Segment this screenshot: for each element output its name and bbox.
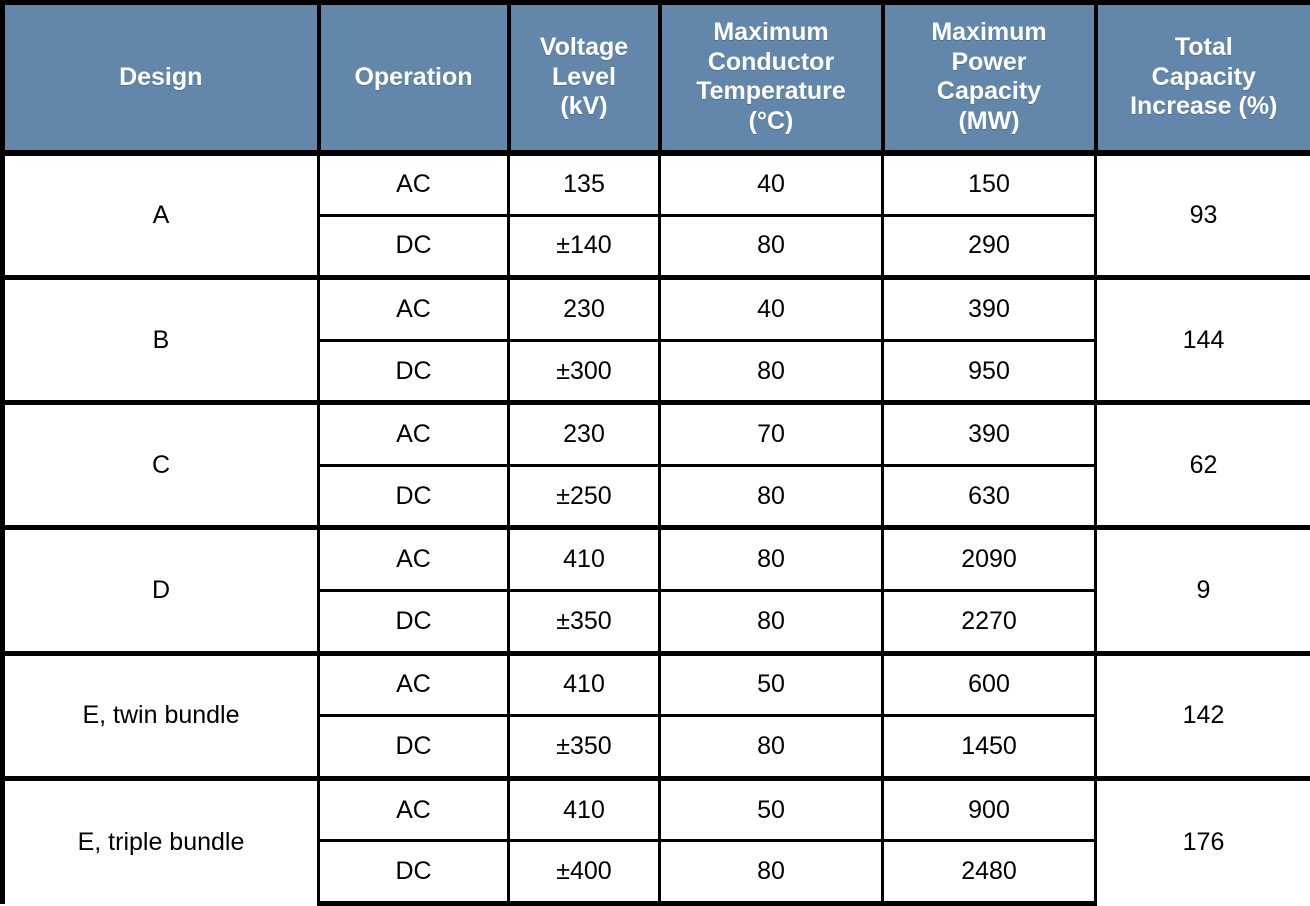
column-header-voltage-line-3: (kV) xyxy=(560,92,608,120)
max-conductor-temperature-cell: 80 xyxy=(660,465,883,528)
max-conductor-temperature-cell: 80 xyxy=(660,528,883,591)
table-row xyxy=(3,778,1310,841)
operation-cell: DC xyxy=(319,215,509,278)
operation-cell: DC xyxy=(319,716,509,779)
column-header-total-line-2: Capacity xyxy=(1151,62,1256,91)
design-cell: A xyxy=(3,153,319,278)
max-power-capacity-cell: 2090 xyxy=(883,528,1096,591)
max-power-capacity-cell: 900 xyxy=(883,778,1096,841)
voltage-level-cell: 410 xyxy=(509,778,660,841)
table-header xyxy=(3,3,1310,153)
operation-cell: AC xyxy=(319,278,509,341)
table-row xyxy=(3,278,1310,341)
operation-cell: AC xyxy=(319,528,509,591)
voltage-level-cell: 230 xyxy=(509,278,660,341)
column-header-voltage xyxy=(509,3,660,153)
total-capacity-increase-cell: 62 xyxy=(1096,403,1310,528)
design-cell: E, triple bundle xyxy=(3,778,319,903)
max-conductor-temperature-cell: 40 xyxy=(660,278,883,341)
operation-cell: DC xyxy=(319,340,509,403)
column-header-operation-label: Operation xyxy=(354,62,473,91)
column-header-temp-line-2: Conductor xyxy=(707,47,835,76)
max-conductor-temperature-cell: 50 xyxy=(660,778,883,841)
design-cell: D xyxy=(3,528,319,653)
table-row xyxy=(3,403,1310,466)
column-header-design-label: Design xyxy=(119,62,203,91)
voltage-level-cell: 230 xyxy=(509,403,660,466)
operation-cell: AC xyxy=(319,403,509,466)
max-power-capacity-cell: 290 xyxy=(883,215,1096,278)
table-body xyxy=(3,153,1310,904)
total-capacity-increase-cell: 142 xyxy=(1096,653,1310,778)
max-conductor-temperature-cell: 80 xyxy=(660,841,883,904)
max-conductor-temperature-cell: 80 xyxy=(660,215,883,278)
column-header-temp xyxy=(660,3,883,153)
column-header-power-line-3: Capacity xyxy=(936,77,1042,106)
column-header-voltage-line-1: Voltage xyxy=(539,33,629,61)
operation-cell: AC xyxy=(319,153,509,216)
voltage-level-cell: 410 xyxy=(509,528,660,591)
max-power-capacity-cell: 2480 xyxy=(883,841,1096,904)
design-cell: B xyxy=(3,278,319,403)
max-conductor-temperature-cell: 80 xyxy=(660,340,883,403)
voltage-level-cell: 410 xyxy=(509,653,660,716)
voltage-level-cell: ±300 xyxy=(509,340,660,403)
column-header-total-line-3: Increase (%) xyxy=(1130,92,1278,120)
design-cell: E, twin bundle xyxy=(3,653,319,778)
max-power-capacity-cell: 2270 xyxy=(883,591,1096,654)
design-cell: C xyxy=(3,403,319,528)
operation-cell: AC xyxy=(319,653,509,716)
column-header-power-line-2: Power xyxy=(951,47,1027,76)
voltage-level-cell: ±350 xyxy=(509,716,660,779)
max-power-capacity-cell: 150 xyxy=(883,153,1096,216)
voltage-level-cell: ±250 xyxy=(509,465,660,528)
header-row xyxy=(3,3,1310,153)
table-row xyxy=(3,653,1310,716)
max-power-capacity-cell: 1450 xyxy=(883,716,1096,779)
column-header-temp-line-3: Temperature xyxy=(696,77,846,106)
column-header-design xyxy=(3,3,319,153)
total-capacity-increase-cell: 176 xyxy=(1096,778,1310,903)
column-header-voltage-line-2: Level xyxy=(552,62,616,91)
max-power-capacity-cell: 950 xyxy=(883,340,1096,403)
voltage-level-cell: ±140 xyxy=(509,215,660,278)
table-row xyxy=(3,528,1310,591)
column-header-total xyxy=(1096,3,1310,153)
max-conductor-temperature-cell: 50 xyxy=(660,653,883,716)
column-header-power-line-1: Maximum xyxy=(931,18,1047,47)
column-header-temp-line-4: (°C) xyxy=(748,106,794,135)
max-power-capacity-cell: 390 xyxy=(883,278,1096,341)
total-capacity-increase-cell: 93 xyxy=(1096,153,1310,278)
operation-cell: DC xyxy=(319,465,509,528)
total-capacity-increase-cell: 9 xyxy=(1096,528,1310,653)
total-capacity-increase-cell: 144 xyxy=(1096,278,1310,403)
column-header-total-line-1: Total xyxy=(1174,33,1233,61)
max-conductor-temperature-cell: 70 xyxy=(660,403,883,466)
max-conductor-temperature-cell: 80 xyxy=(660,591,883,654)
column-header-temp-line-1: Maximum xyxy=(713,18,829,47)
operation-cell: AC xyxy=(319,778,509,841)
max-power-capacity-cell: 600 xyxy=(883,653,1096,716)
voltage-level-cell: ±400 xyxy=(509,841,660,904)
voltage-level-cell: 135 xyxy=(509,153,660,216)
column-header-power xyxy=(883,3,1096,153)
voltage-level-cell: ±350 xyxy=(509,591,660,654)
max-conductor-temperature-cell: 80 xyxy=(660,716,883,779)
operation-cell: DC xyxy=(319,841,509,904)
operation-cell: DC xyxy=(319,591,509,654)
table-row xyxy=(3,153,1310,216)
max-power-capacity-cell: 390 xyxy=(883,403,1096,466)
max-power-capacity-cell: 630 xyxy=(883,465,1096,528)
max-conductor-temperature-cell: 40 xyxy=(660,153,883,216)
column-header-power-line-4: (MW) xyxy=(958,106,1020,135)
column-header-operation xyxy=(319,3,509,153)
